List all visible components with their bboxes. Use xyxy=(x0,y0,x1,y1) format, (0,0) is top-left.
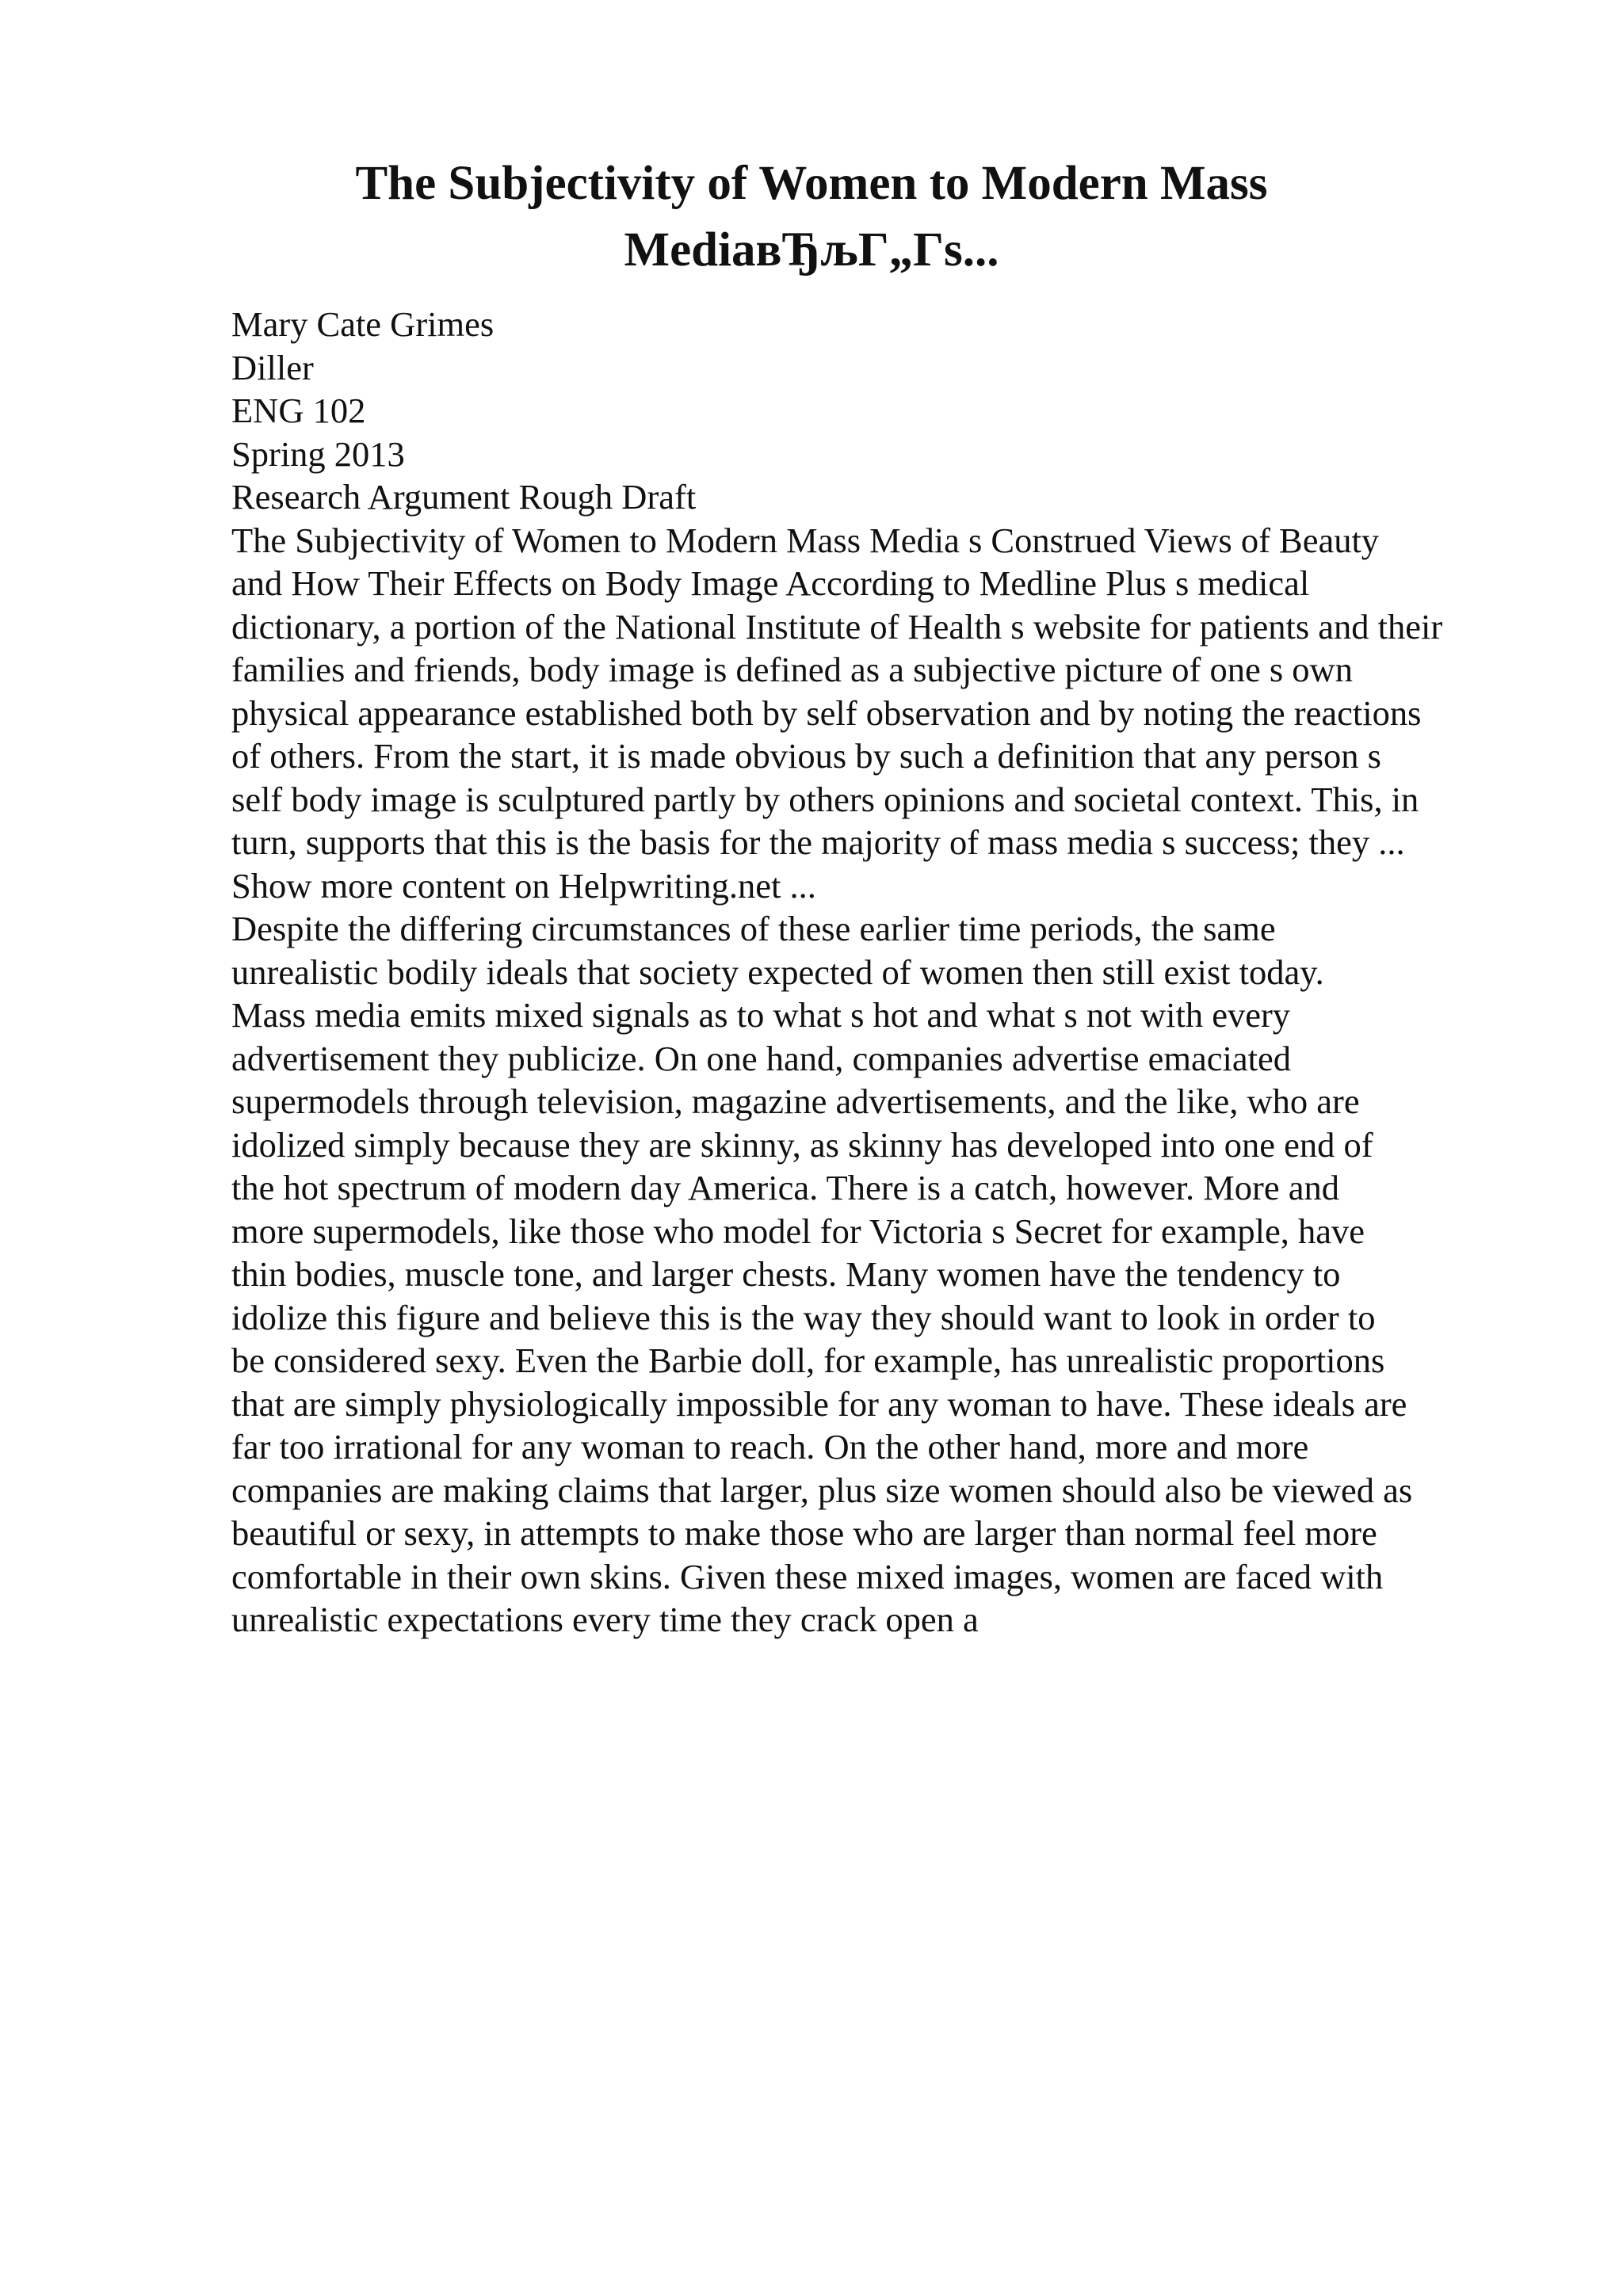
title-line-2: MediaвЂљГ„Гѕ... xyxy=(624,223,999,277)
instructor-name: Diller xyxy=(231,347,314,387)
text-line: far too irrational for any woman to reach. On the other hand, more and more xyxy=(231,1427,1309,1466)
header-info xyxy=(231,303,1594,519)
text-line: the hot spectrum of modern day America. There is a catch, however. More and xyxy=(231,1168,1339,1207)
text-line: unrealistic expectations every time they crack open a xyxy=(231,1600,979,1639)
text-line: unrealistic bodily ideals that society expected of women then still exist today. xyxy=(231,952,1324,992)
text-line: beautiful or sexy, in attempts to make those who are larger than normal feel more xyxy=(231,1513,1377,1553)
text-line: supermodels through television, magazine advertisements, and the like, who are xyxy=(231,1081,1360,1121)
document-title xyxy=(0,151,1623,284)
text-line: and How Their Effects on Body Image According to Medline Plus s medical xyxy=(231,563,1310,603)
title-line-1: The Subjectivity of Women to Modern Mass xyxy=(355,157,1268,210)
text-line: thin bodies, muscle tone, and larger chests. Many women have the tendency to xyxy=(231,1254,1341,1294)
show-more-line: Show more content on Helpwriting.net ... xyxy=(231,865,816,906)
text-line: families and friends, body image is defined as a subjective picture of one s own xyxy=(231,650,1353,689)
text-line: advertisement they publicize. On one hand, companies advertise emaciated xyxy=(231,1038,1291,1078)
text-line: idolized simply because they are skinny, as skinny has developed into one end of xyxy=(231,1124,1373,1165)
author-name: Mary Cate Grimes xyxy=(231,304,495,344)
text-line: be considered sexy. Even the Barbie doll, for example, has unrealistic proportions xyxy=(231,1341,1385,1380)
text-line: The Subjectivity of Women to Modern Mass Media s Construed Views of Beauty xyxy=(231,520,1380,560)
text-line: self body image is sculptured partly by others opinions and societal context. This, in xyxy=(231,779,1419,819)
document-body xyxy=(231,303,1594,1642)
text-line: turn, supports that this is the basis for the majority of mass media s success; they ... xyxy=(231,822,1405,862)
text-line: comfortable in their own skins. Given these mixed images, women are faced with xyxy=(231,1556,1384,1596)
text-line: idolize this figure and believe this is the way they should want to look in order to xyxy=(231,1297,1376,1337)
paragraph-2 xyxy=(231,907,1594,1642)
text-line: Mass media emits mixed signals as to what s hot and what s not with every xyxy=(231,995,1291,1035)
paragraph-1 xyxy=(231,519,1594,908)
course-code: ENG 102 xyxy=(231,391,366,430)
text-line: of others. From the start, it is made obvious by such a definition that any person s xyxy=(231,736,1381,776)
assignment-name: Research Argument Rough Draft xyxy=(231,477,697,517)
text-line: companies are making claims that larger, plus size women should also be viewed as xyxy=(231,1470,1413,1510)
text-line: Despite the differing circumstances of these earlier time periods, the same xyxy=(231,909,1276,948)
semester: Spring 2013 xyxy=(231,433,405,474)
text-line: physical appearance established both by self observation and by noting the reactions xyxy=(231,692,1422,733)
text-line: more supermodels, like those who model for Victoria s Secret for example, have xyxy=(231,1211,1365,1251)
text-line: dictionary, a portion of the National Institute of Health s website for patients and their xyxy=(231,606,1443,646)
text-line: that are simply physiologically impossible for any woman to have. These ideals are xyxy=(231,1383,1407,1424)
